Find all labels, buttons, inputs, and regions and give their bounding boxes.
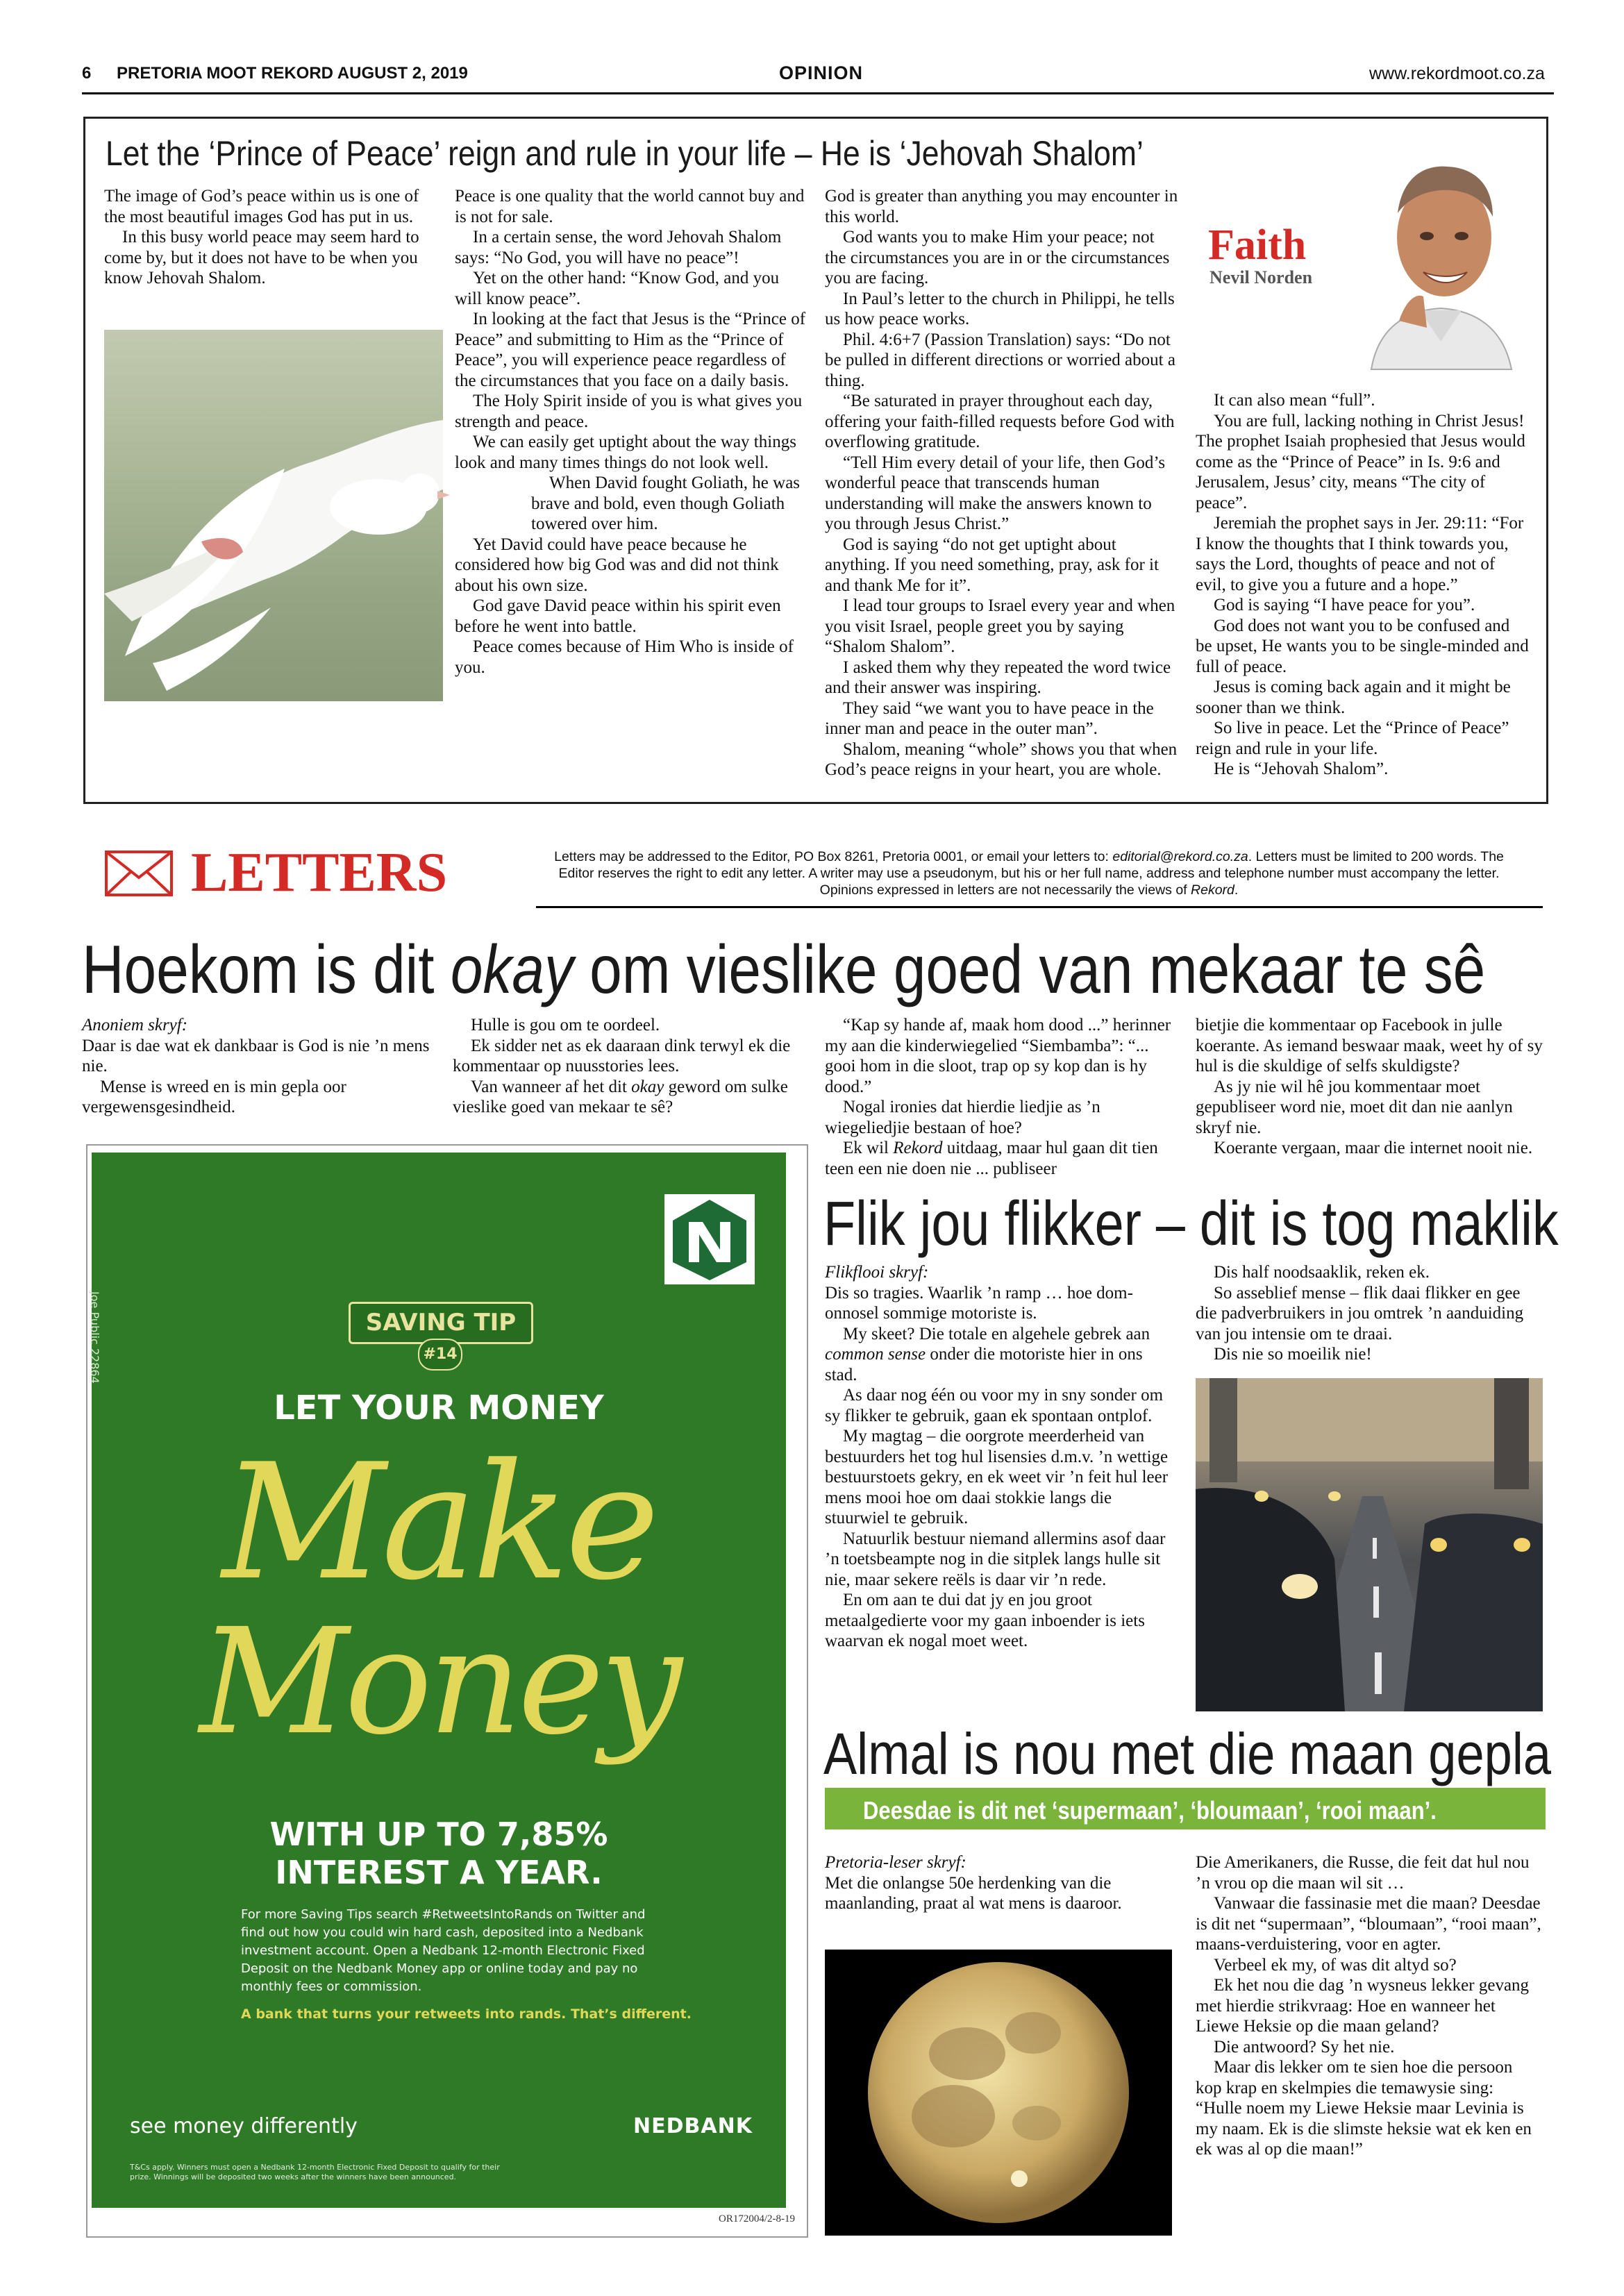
letter1-column-1 (82, 1015, 436, 1118)
paragraph: Koerante vergaan, maar die internet nooit nie. (1214, 1139, 1533, 1157)
paragraph: Mense is wreed en is min gepla oor vergewensgesindheid. (82, 1077, 346, 1116)
paragraph: The Holy Spirit inside of you is what gives you strength and peace. (455, 392, 803, 431)
paragraph: Nogal ironies dat hierdie liedjie as ’n wiegeliedjie bestaan of hoe? (825, 1098, 1100, 1137)
paragraph: Jeremiah the prophet says in Jer. 29:11: “For I know the thoughts that I think towards you, says the Lord, thoughts of peace and not of evil, to give you a future and a hope.” (1196, 514, 1524, 594)
faith-column-2 (455, 186, 809, 678)
paragraph: En om aan te dui dat jy en jou groot metaalgedierte voor my gaan inboender is iets waarvan ek nogal moet weet. (825, 1591, 1145, 1650)
traffic-photo (1196, 1378, 1543, 1711)
ad-brand: NEDBANK (633, 2114, 753, 2138)
paragraph: I lead tour groups to Israel every year and when you visit Israel, people greet you by saying “Shalom Shalom”. (825, 596, 1175, 656)
letter1-headline: Hoekom is dit okay om vieslike goed van mekaar te sê (82, 931, 1486, 1007)
website: www.rekordmoot.co.za (1369, 64, 1545, 83)
paragraph: He is “Jehovah Shalom”. (1214, 760, 1389, 778)
paragraph: Phil. 4:6+7 (Passion Translation) says: “Do not be pulled in different directions or worried about a thing. (825, 330, 1175, 390)
masthead-rule (82, 92, 1554, 94)
saving-tip-badge: SAVING TIP (349, 1302, 533, 1344)
faith-column-title: Faith (1208, 221, 1307, 269)
nedbank-advert[interactable] (88, 1153, 786, 2208)
paragraph: My magtag – die oorgrote meerderheid van bestuurders het tog hul lisensies d.m.v. ’n wettige bestuurstoets gekry, en ek weet vir ’n feit hul leer mens mooi hoe om daai stokkie langs die stuurwiel te gebruik. (825, 1427, 1169, 1527)
paragraph: It can also mean “full”. (1214, 391, 1375, 410)
paragraph: Shalom, meaning “whole” shows you that when God’s peace reigns in your heart, you are whole. (825, 739, 1178, 779)
paragraph: When David fought Goliath, he was brave and bold, even though Goliath towered over him. (531, 474, 801, 533)
paragraph: Met die onlangse 50e herdenking van die maanlanding, praat al wat mens is daaroor. (825, 1873, 1122, 1913)
paragraph: God is greater than anything you may encounter in this world. (825, 187, 1178, 226)
paragraph: God does not want you to be confused and be upset, He wants you to be single-minded and full of peace. (1196, 616, 1529, 676)
ad-tagline: A bank that turns your retweets into rands. That’s different. (241, 2006, 692, 2022)
tip-number-badge: #14 (418, 1339, 462, 1371)
paragraph: God is saying “I have peace for you”. (1214, 596, 1475, 614)
let-your-money: LET YOUR MONEY (274, 1389, 604, 1427)
paragraph: “Be saturated in prayer throughout each day, offering your faith-filled requests before God with overflowing gratitude. (825, 392, 1175, 451)
dove-photo (104, 330, 443, 701)
rate-line-2: INTEREST A YEAR. (275, 1854, 603, 1891)
moon-photo (825, 1950, 1172, 2236)
paragraph: Peace is one quality that the world cannot buy and is not for sale. (455, 187, 805, 226)
ad-reference: OR172004/2-8-19 (719, 2213, 795, 2224)
faith-column-3 (825, 186, 1179, 780)
paragraph: Van wanneer af het dit okay geword om sulke vieslike goed van mekaar te sê? (453, 1077, 788, 1116)
paragraph: They said “we want you to have peace in the inner man and peace in the outer man”. (825, 698, 1154, 738)
letter2-headline: Flik jou flikker – dit is tog maklik (823, 1189, 1559, 1259)
paragraph: In Paul’s letter to the church in Philippi, he tells us how peace works. (825, 289, 1175, 328)
paragraph: Ek het nou die dag ’n wysneus lekker gevang met hierdie strikvraag: Hoe en wanneer het Liewe Heksie op die maan geland? (1196, 1976, 1530, 2036)
byline: Anoniem skryf: (82, 1016, 188, 1034)
paragraph: bietjie die kommentaar op Facebook in julle koerante. As iemand beswaar maak, weet hy of sy hul is die skuldige of selfs skuldigste? (1196, 1016, 1543, 1075)
paragraph: Dis nie so moeilik nie! (1214, 1345, 1372, 1364)
faith-column-4 (1196, 390, 1529, 780)
letter3-column-2 (1196, 1852, 1543, 2160)
paragraph: Peace comes because of Him Who is inside of you. (455, 637, 794, 677)
letters-rule (536, 906, 1543, 908)
page-number: 6 (82, 64, 92, 83)
traffic-icon (1196, 1378, 1543, 1711)
letter1-column-2 (453, 1015, 807, 1118)
paragraph: Natuurlik bestuur niemand allermins asof daar ’n toetsbeampte nog in die sitplek langs hulle sit nie, maar sekere reëls is daar vir ’n rede. (825, 1529, 1166, 1589)
byline: Flikflooi skryf: (825, 1263, 929, 1282)
paragraph: Ek sidder net as ek daaraan dink terwyl ek die kommentaar op nuusstories lees. (453, 1036, 791, 1075)
author-photo (1357, 147, 1524, 369)
nedbank-logo-icon (664, 1194, 755, 1284)
paragraph: So asseblief mense – flik daai flikker en gee die padverbruikers in jou omtrek ’n aanduiding van jou intensie om te draai. (1196, 1283, 1524, 1343)
letter2-column-2 (1196, 1262, 1543, 1365)
letter3-headline: Almal is nou met die maan gepla (823, 1721, 1552, 1786)
faith-headline: Let the ‘Prince of Peace’ reign and rule in your life – He is ‘Jehovah Shalom’ (106, 134, 1144, 173)
letter3-column-1 (825, 1852, 1172, 1914)
faith-column-1 (104, 186, 434, 289)
paragraph: In a certain sense, the word Jehovah Shalom says: “No God, you will have no peace”! (455, 228, 782, 267)
paragraph: My skeet? Die totale en algehele gebrek aan common sense onder die motoriste hier in ons stad. (825, 1324, 1150, 1384)
author-portrait-icon (1357, 147, 1524, 369)
editor-email[interactable]: editorial@rekord.co.za (1112, 849, 1248, 864)
paper-name-date: PRETORIA MOOT REKORD AUGUST 2, 2019 (117, 64, 468, 83)
paragraph: Die antwoord? Sy het nie. (1214, 2037, 1395, 2056)
paragraph: Hulle is gou om te oordeel. (471, 1016, 660, 1034)
paragraph: “Tell Him every detail of your life, then God’s wonderful peace that transcends human understanding will make the answers known to you through Jesus Christ.” (825, 453, 1166, 533)
paragraph: Yet David could have peace because he considered how big God was and did not think about his own size. (455, 535, 779, 595)
paragraph: Verbeel ek my, of was dit altyd so? (1214, 1955, 1457, 1975)
letters-label: LETTERS (191, 842, 448, 903)
paragraph: “Kap sy hande af, maak hom dood ...” herinner my aan die kinderwiegelied “Siembamba”: “... gooi hom in die sloot, trap op sy kop dan is hy dood.” (825, 1016, 1171, 1096)
moon-icon (825, 1950, 1172, 2236)
rate-line-1: WITH UP TO 7,85% (269, 1816, 608, 1853)
paragraph: Yet on the other hand: “Know God, and you will know peace”. (455, 269, 780, 308)
paragraph: So live in peace. Let the “Prince of Peace” reign and rule in your life. (1196, 719, 1509, 758)
paragraph: Dis half noodsaaklik, reken ek. (1214, 1263, 1430, 1282)
paragraph: Jesus is coming back again and it might be sooner than we think. (1196, 678, 1511, 717)
paragraph: In looking at the fact that Jesus is the “Prince of Peace” and submitting to Him as the “Prince of Peace”, you will experience peace regardless of the circumstances that you face on a daily basis. (455, 310, 806, 390)
paragraph: Daar is dae wat ek dankbaar is God is nie ’n mens nie. (82, 1036, 430, 1075)
ad-body: For more Saving Tips search #RetweetsIntoRands on Twitter and find out how you could win hard cash, deposited into a Nedbank investment account. Open a Nedbank 12-month Electronic Fixed Deposit on the Nedbank Money app or online today and pay no monthly fees or commission. (241, 1907, 646, 1994)
paragraph: Maar dis lekker om te sien hoe die persoon kop krap en skelmpies die temawysie sing: “Hulle noem my Liewe Heksie maar Levinia is my naam. Ek is die slimste heksie wat ek ken en ek was al op die maan!” (1196, 2058, 1532, 2159)
envelope-icon (104, 850, 174, 898)
byline: Pretoria-leser skryf: (825, 1853, 966, 1872)
paragraph: We can easily get uptight about the way things look and many times things do not look well. (455, 433, 796, 472)
paragraph: Dis so tragies. Waarlik ’n ramp … hoe dom-onnosel sommige motoriste is. (825, 1283, 1133, 1323)
letter3-banner-text: Deesdae is dit net ‘supermaan’, ‘bloumaan’, ‘rooi maan’. (863, 1796, 1437, 1825)
letter3-banner (825, 1788, 1546, 1829)
agency-credit: Joe Public 22864 (88, 1291, 101, 1384)
paragraph: I asked them why they repeated the word twice and their answer was inspiring. (825, 657, 1171, 697)
paragraph: In this busy world peace may seem hard to come by, but it does not have to be when you know Jehovah Shalom. (104, 228, 419, 287)
script-money: Money (199, 1597, 678, 1767)
letters-notice: Letters may be addressed to the Editor, PO Box 8261, Pretoria 0001, or email your letters to: editorial@rekord.co.za. Letters must be limited to 200 words. The Editor reserves the right to edit any letter. A writer may use a pseudonym, but his or her full name, address and telephone number must accompany the letter. Opinions expressed in letters are not necessarily the views of Rekord. (554, 849, 1504, 898)
faith-author: Nevil Norden (1209, 267, 1313, 287)
letter1-column-4 (1196, 1015, 1543, 1159)
paragraph: You are full, lacking nothing in Christ Jesus! The prophet Isaiah prophesied that Jesus would come as the “Prince of Peace” in Is. 9:6 and Jerusalem, Jesus’ city, means “The city of peace”. (1196, 411, 1525, 512)
paragraph: Ek wil Rekord uitdaag, maar hul gaan dit tien teen een nie doen nie ... publiseer (825, 1139, 1158, 1178)
ad-slogan: see money differently (130, 2114, 358, 2138)
paragraph: God wants you to make Him your peace; not the circumstances you are in or the circumstances you are facing. (825, 228, 1170, 287)
paragraph: As daar nog één ou voor my in sny sonder om sy flikker te gebruik, gaan ek spontaan ontplof. (825, 1386, 1164, 1425)
paragraph: As jy nie wil hê jou kommentaar moet gepubliseer word nie, moet dit dan nie aanlyn skryf nie. (1196, 1077, 1513, 1137)
ad-terms: T&Cs apply. Winners must open a Nedbank 12-month Electronic Fixed Deposit to qualify for their prize. Winnings will be deposited two weeks after the winners have been announced. (130, 2163, 500, 2181)
section-label: OPINION (779, 62, 864, 83)
paragraph: Die Amerikaners, die Russe, die feit dat hul nou ’n vrou op die maan wil sit … (1196, 1853, 1530, 1893)
paragraph: God is saying “do not get uptight about anything. If you need something, pray, ask for it and thank Me for it”. (825, 535, 1159, 595)
dove-icon (104, 330, 443, 701)
letter1-column-3 (825, 1015, 1179, 1179)
letter2-column-1 (825, 1262, 1179, 1652)
paragraph: The image of God’s peace within us is one of the most beautiful images God has put in us. (104, 187, 419, 226)
paragraph: Vanwaar die fassinasie met die maan? Deesdae is dit net “supermaan”, “bloumaan”, “rooi maan”, maans-verduistering, voor en agter. (1196, 1894, 1541, 1954)
paragraph: God gave David peace within his spirit even before he went into battle. (455, 596, 781, 636)
script-make: Make (221, 1430, 656, 1616)
